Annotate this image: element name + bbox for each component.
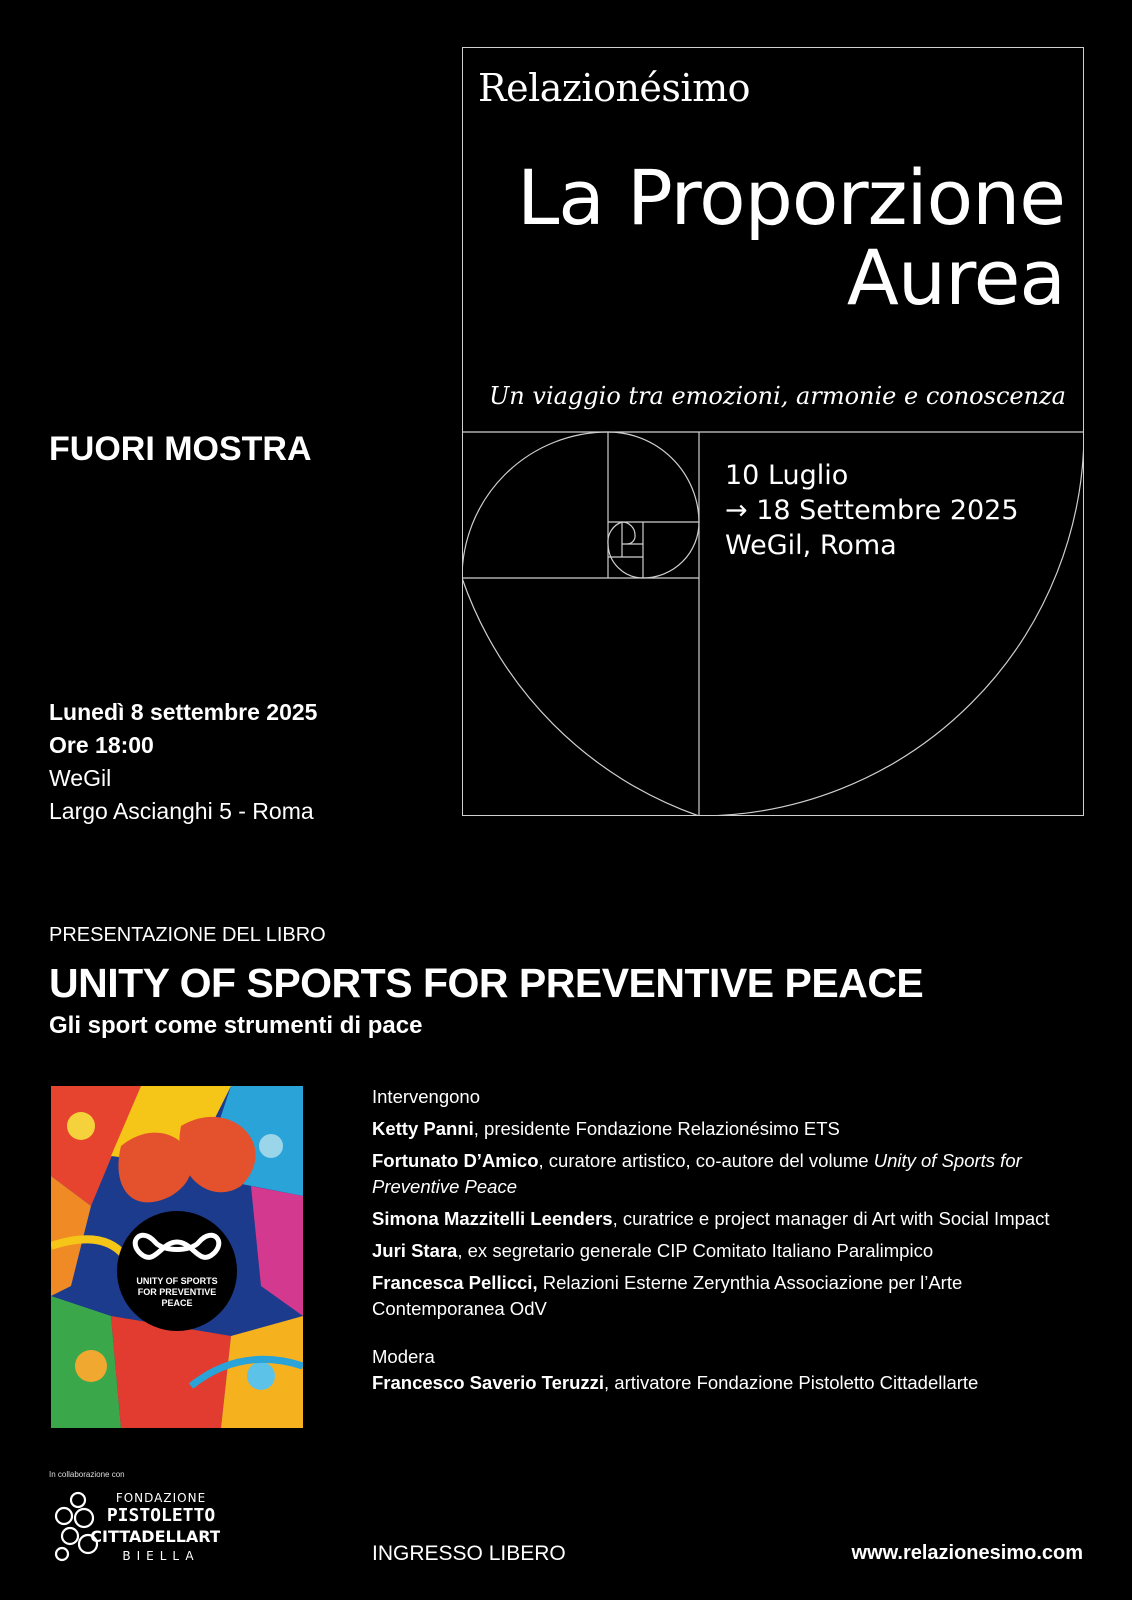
moderator-label: Modera bbox=[372, 1346, 435, 1367]
speaker-role: , presidente Fondazione Relazionésimo ETS bbox=[473, 1118, 840, 1139]
exhibition-dates bbox=[725, 458, 1019, 563]
partner-line1: FONDAZIONE bbox=[115, 1491, 207, 1505]
speaker-role: , curatrice e project manager di Art with Social Impact bbox=[612, 1208, 1050, 1229]
speakers-label: Intervengono bbox=[372, 1086, 481, 1107]
exhibition-venue: WeGil, Roma bbox=[725, 530, 897, 561]
cover-text-line2: FOR PREVENTIVE bbox=[137, 1287, 217, 1297]
partner-line4: BIELLA bbox=[122, 1549, 200, 1563]
event-date: Lunedì 8 settembre 2025 bbox=[49, 699, 318, 725]
speaker-item bbox=[372, 1270, 1092, 1322]
event-venue: WeGil bbox=[49, 765, 112, 791]
exhibition-title-line1: La Proporzione bbox=[516, 153, 1065, 242]
section-label: FUORI MOSTRA bbox=[49, 430, 312, 468]
speaker-item bbox=[372, 1116, 1092, 1142]
exhibition-tagline: Un viaggio tra emozioni, armonie e conoscenza bbox=[489, 382, 1066, 410]
speaker-role: , curatore artistico, co-autore del volume bbox=[538, 1150, 874, 1171]
speaker-item bbox=[372, 1206, 1092, 1232]
book-title: UNITY OF SPORTS FOR PREVENTIVE PEACE bbox=[49, 960, 924, 1006]
exhibition-title-line2: Aurea bbox=[846, 233, 1065, 322]
exhibition-date-start: 10 Luglio bbox=[725, 460, 849, 491]
speaker-role: , ex segretario generale CIP Comitato Italiano Paralimpico bbox=[457, 1240, 934, 1261]
brand-name: Relazionésimo bbox=[478, 66, 750, 110]
pistoletto-logo bbox=[50, 1486, 220, 1566]
event-time: Ore 18:00 bbox=[49, 732, 154, 758]
moderator-name: Francesco Saverio Teruzzi bbox=[372, 1372, 605, 1393]
book-cover-art bbox=[51, 1086, 303, 1428]
cover-text-line3: PEACE bbox=[161, 1298, 193, 1308]
partner-logo bbox=[50, 1486, 220, 1571]
speaker-role-italic: Unity of Sports for Preventive Peace bbox=[372, 1150, 1022, 1197]
partner-line2: PISTOLETTO bbox=[106, 1505, 216, 1526]
speaker-name: Ketty Panni bbox=[372, 1118, 474, 1139]
book-cover-image bbox=[51, 1086, 303, 1428]
book-subtitle: Gli sport come strumenti di pace bbox=[49, 1012, 423, 1039]
website-link[interactable]: www.relazionesimo.com bbox=[851, 1542, 1083, 1564]
collaboration-label: In collaborazione con bbox=[49, 1470, 125, 1479]
moderator-block bbox=[372, 1344, 1092, 1396]
speaker-role: Relazioni Esterne Zerynthia Associazione per l’Arte Contemporanea OdV bbox=[372, 1272, 963, 1319]
speaker-item bbox=[372, 1148, 1092, 1200]
event-info bbox=[49, 696, 317, 828]
speaker-name: Fortunato D’Amico bbox=[372, 1150, 539, 1171]
speakers-block bbox=[372, 1084, 1092, 1396]
entry-info: INGRESSO LIBERO bbox=[372, 1542, 566, 1565]
speaker-name: Simona Mazzitelli Leenders bbox=[372, 1208, 613, 1229]
speaker-item bbox=[372, 1238, 1092, 1264]
exhibition-date-end: → 18 Settembre 2025 bbox=[725, 495, 1019, 526]
event-address: Largo Ascianghi 5 - Roma bbox=[49, 798, 314, 824]
speaker-name: Juri Stara bbox=[372, 1240, 458, 1261]
moderator-role: , artivatore Fondazione Pistoletto Cittadellarte bbox=[604, 1372, 979, 1393]
partner-line3: CITTADELLARTE bbox=[90, 1527, 220, 1546]
book-kicker: PRESENTAZIONE DEL LIBRO bbox=[49, 924, 326, 946]
speaker-name: Francesca Pellicci, bbox=[372, 1272, 538, 1293]
cover-text-line1: UNITY OF SPORTS bbox=[136, 1276, 218, 1286]
exhibition-title bbox=[516, 153, 1065, 322]
